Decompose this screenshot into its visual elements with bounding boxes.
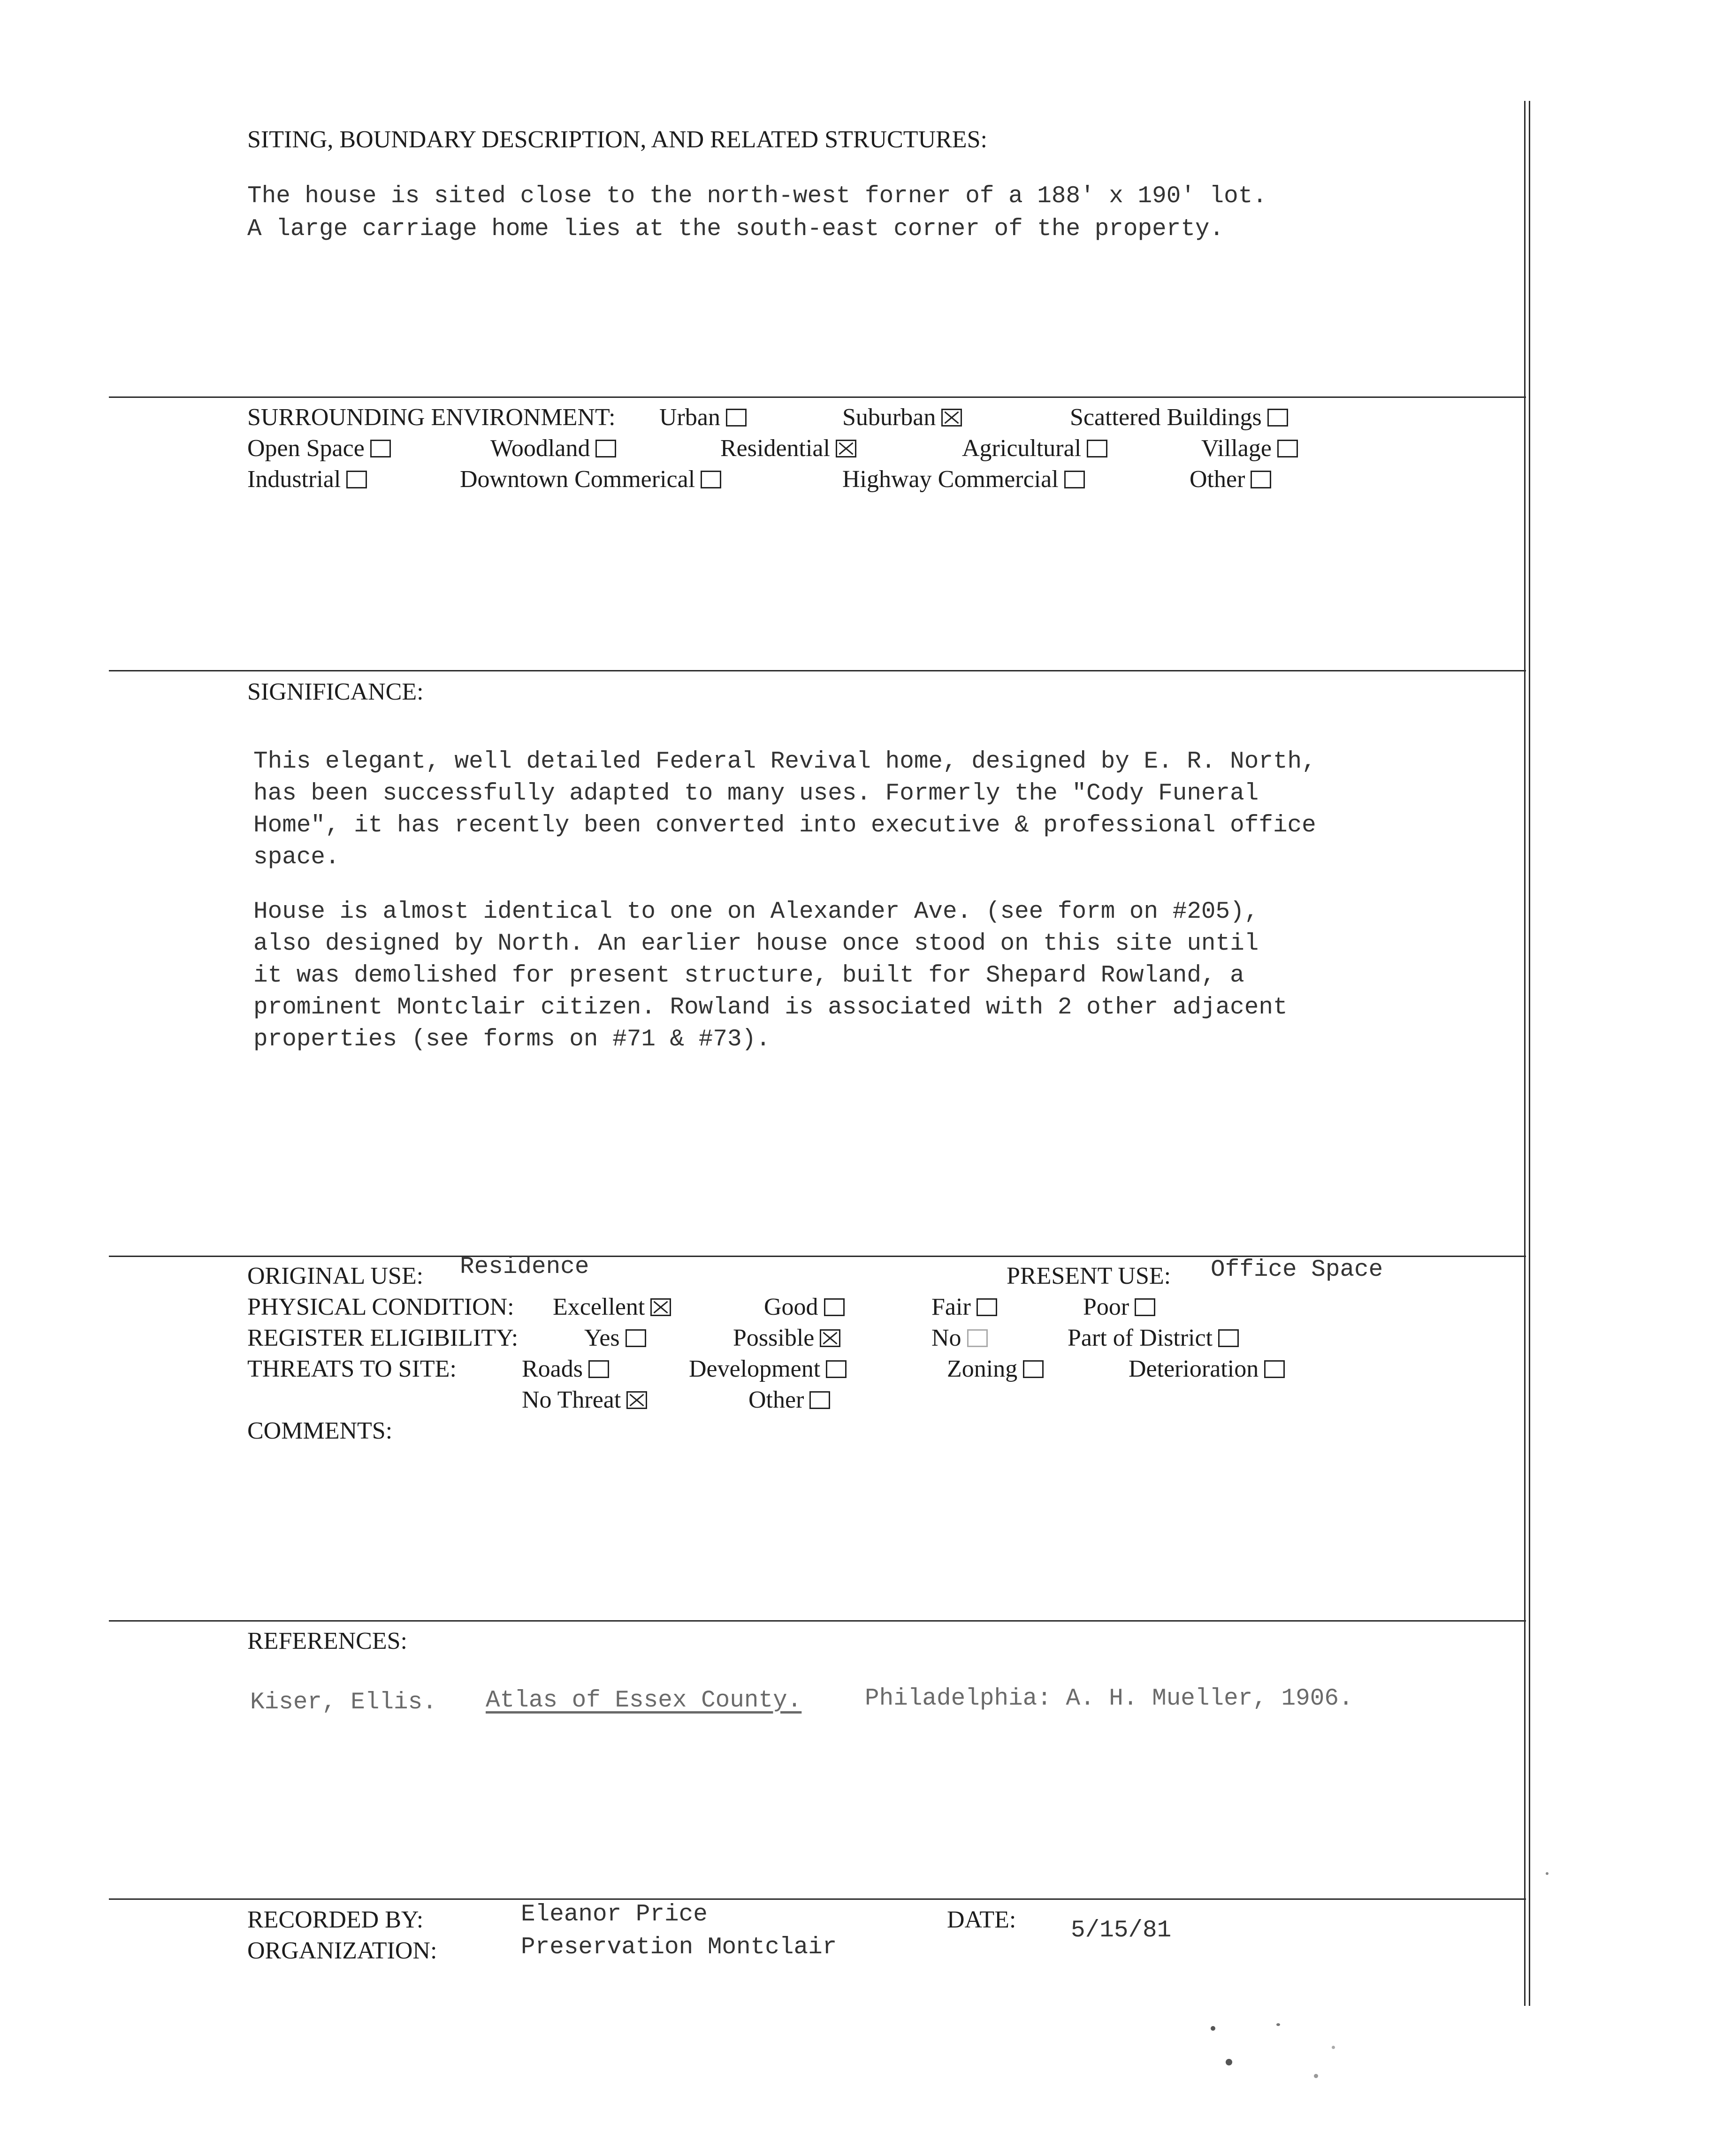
checkbox-woodland[interactable] xyxy=(595,440,616,457)
checkbox-fair[interactable] xyxy=(976,1298,997,1316)
checkbox-poor[interactable] xyxy=(1135,1298,1155,1316)
option-village[interactable]: Village xyxy=(1201,434,1298,462)
register-eligibility-label: REGISTER ELIGIBILITY: xyxy=(247,1325,519,1351)
option-good[interactable]: Good xyxy=(764,1293,845,1321)
present-use-value: Office Space xyxy=(1211,1257,1383,1283)
significance-line: prominent Montclair citizen. Rowland is associated with 2 other adjacent xyxy=(253,994,1288,1021)
date-value: 5/15/81 xyxy=(1071,1917,1172,1944)
right-border-line-inner xyxy=(1529,101,1530,2006)
option-urban[interactable]: Urban xyxy=(659,404,747,431)
reference-publisher: Philadelphia: A. H. Mueller, 1906. xyxy=(865,1685,1353,1712)
checkbox-highway-commercial[interactable] xyxy=(1064,471,1085,488)
option-part-of-district[interactable]: Part of District xyxy=(1068,1324,1239,1352)
checkbox-agricultural[interactable] xyxy=(1087,440,1107,457)
option-open-space[interactable]: Open Space xyxy=(247,434,391,462)
scan-speck xyxy=(1546,1872,1549,1875)
option-possible[interactable]: Possible xyxy=(733,1324,840,1352)
physical-condition-label: PHYSICAL CONDITION: xyxy=(247,1294,514,1320)
organization-value: Preservation Montclair xyxy=(521,1934,837,1961)
option-other-threat[interactable]: Other xyxy=(748,1386,830,1414)
option-excellent[interactable]: Excellent xyxy=(553,1293,671,1321)
siting-heading: SITING, BOUNDARY DESCRIPTION, AND RELATED STRUCTURES: xyxy=(247,126,987,153)
scan-speck xyxy=(1211,2026,1215,2031)
organization-label: ORGANIZATION: xyxy=(247,1937,437,1964)
checkbox-excellent[interactable] xyxy=(650,1298,671,1316)
present-use-label: PRESENT USE: xyxy=(1007,1263,1171,1289)
checkbox-scattered-buildings[interactable] xyxy=(1267,409,1288,427)
checkbox-zoning[interactable] xyxy=(1023,1360,1044,1378)
checkbox-other-threat[interactable] xyxy=(809,1391,830,1409)
checkbox-urban[interactable] xyxy=(726,409,747,427)
recorded-by-value: Eleanor Price xyxy=(521,1901,708,1928)
section-divider xyxy=(109,396,1526,398)
reference-title: Atlas of Essex County. xyxy=(486,1687,802,1714)
option-downtown-commercial[interactable]: Downtown Commerical xyxy=(460,465,721,493)
checkbox-good[interactable] xyxy=(824,1298,845,1316)
checkbox-yes[interactable] xyxy=(626,1329,646,1347)
checkbox-residential[interactable] xyxy=(836,440,856,457)
significance-line: This elegant, well detailed Federal Revival home, designed by E. R. North, xyxy=(253,748,1316,775)
comments-label: COMMENTS: xyxy=(247,1417,393,1444)
option-suburban[interactable]: Suburban xyxy=(842,404,962,431)
original-use-value: Residence xyxy=(460,1254,589,1280)
significance-line: properties (see forms on #71 & #73). xyxy=(253,1026,770,1053)
checkbox-other-environment[interactable] xyxy=(1251,471,1271,488)
original-use-label: ORIGINAL USE: xyxy=(247,1263,424,1289)
option-woodland[interactable]: Woodland xyxy=(490,434,616,462)
right-border-line xyxy=(1524,101,1526,2006)
checkbox-no-threat[interactable] xyxy=(626,1391,647,1409)
option-residential[interactable]: Residential xyxy=(720,434,856,462)
option-deterioration[interactable]: Deterioration xyxy=(1129,1355,1285,1383)
checkbox-possible[interactable] xyxy=(820,1329,840,1347)
option-scattered-buildings[interactable]: Scattered Buildings xyxy=(1070,404,1288,431)
scan-speck xyxy=(1276,2023,1280,2026)
checkbox-industrial[interactable] xyxy=(346,471,367,488)
option-industrial[interactable]: Industrial xyxy=(247,465,367,493)
option-no[interactable]: No xyxy=(931,1324,988,1352)
option-agricultural[interactable]: Agricultural xyxy=(962,434,1107,462)
reference-author: Kiser, Ellis. xyxy=(250,1689,437,1716)
option-other-environment[interactable]: Other xyxy=(1190,465,1271,493)
significance-line: House is almost identical to one on Alexander Ave. (see form on #205), xyxy=(253,899,1259,925)
option-no-threat[interactable]: No Threat xyxy=(522,1386,647,1414)
scan-speck xyxy=(1226,2059,1232,2065)
threats-label: THREATS TO SITE: xyxy=(247,1356,457,1382)
checkbox-open-space[interactable] xyxy=(370,440,391,457)
scan-speck xyxy=(1332,2046,1335,2049)
siting-line: A large carriage home lies at the south-east corner of the property. xyxy=(247,216,1224,243)
significance-line: space. xyxy=(253,844,340,871)
checkbox-suburban[interactable] xyxy=(941,409,962,427)
checkbox-downtown-commercial[interactable] xyxy=(701,471,721,488)
checkbox-roads[interactable] xyxy=(588,1360,609,1378)
environment-heading: SURROUNDING ENVIRONMENT: xyxy=(247,404,616,431)
scan-speck xyxy=(1314,2074,1318,2078)
option-poor[interactable]: Poor xyxy=(1083,1293,1155,1321)
checkbox-village[interactable] xyxy=(1277,440,1298,457)
checkbox-part-of-district[interactable] xyxy=(1218,1329,1239,1347)
option-development[interactable]: Development xyxy=(689,1355,847,1383)
section-divider xyxy=(109,1620,1526,1622)
significance-line: has been successfully adapted to many uses. Formerly the "Cody Funeral xyxy=(253,780,1259,807)
siting-line: The house is sited close to the north-west forner of a 188' x 190' lot. xyxy=(247,183,1267,210)
significance-line: it was demolished for present structure, built for Shepard Rowland, a xyxy=(253,962,1244,989)
significance-line: also designed by North. An earlier house once stood on this site until xyxy=(253,930,1259,957)
date-label: DATE: xyxy=(947,1906,1016,1933)
option-roads[interactable]: Roads xyxy=(522,1355,609,1383)
section-divider xyxy=(109,670,1526,671)
checkbox-no[interactable] xyxy=(967,1329,988,1347)
significance-heading: SIGNIFICANCE: xyxy=(247,678,424,705)
references-heading: REFERENCES: xyxy=(247,1628,407,1654)
checkbox-development[interactable] xyxy=(826,1360,847,1378)
option-fair[interactable]: Fair xyxy=(931,1293,997,1321)
option-highway-commercial[interactable]: Highway Commercial xyxy=(842,465,1085,493)
checkbox-deterioration[interactable] xyxy=(1264,1360,1285,1378)
section-divider xyxy=(109,1898,1526,1900)
option-yes[interactable]: Yes xyxy=(584,1324,646,1352)
recorded-by-label: RECORDED BY: xyxy=(247,1906,424,1933)
significance-line: Home", it has recently been converted into executive & professional office xyxy=(253,812,1316,839)
option-zoning[interactable]: Zoning xyxy=(947,1355,1044,1383)
